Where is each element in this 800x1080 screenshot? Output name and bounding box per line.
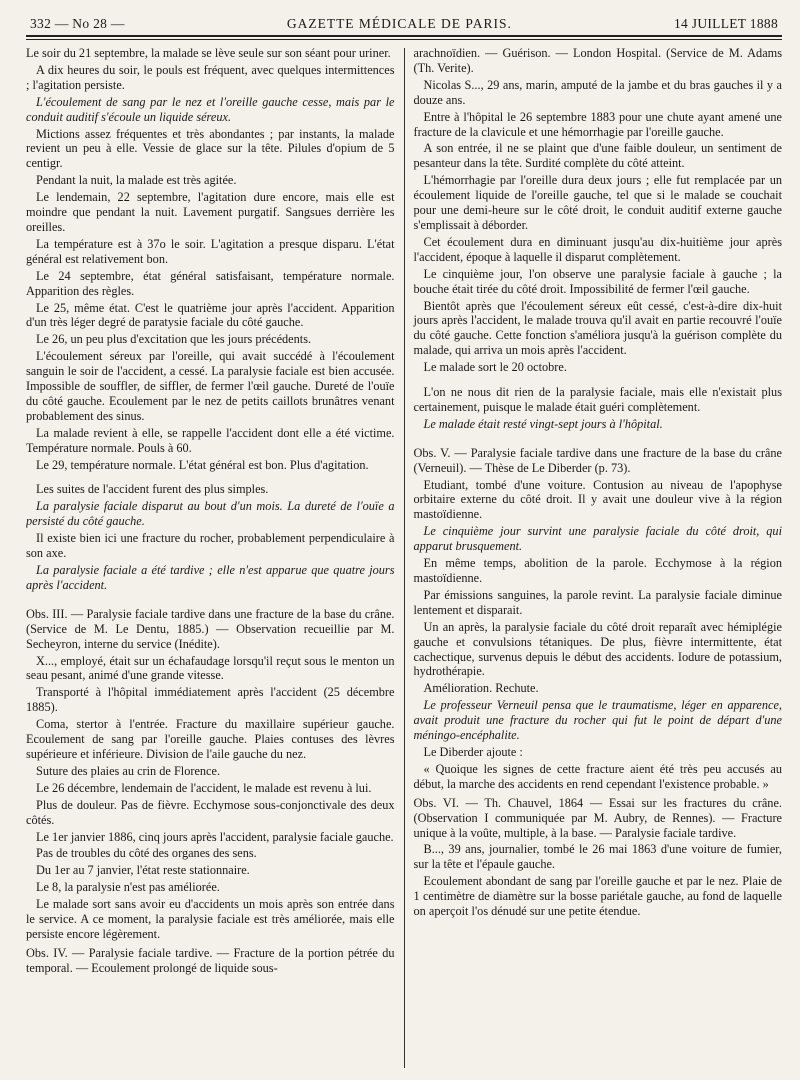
paragraph: Bientôt après que l'écoulement séreux eût cessé, c'est-à-dire dix-huit jours après l'accident, le malade trouva qu'il avait en partie recouvré l'ouïe du côté gauche. Cette fonction s'améliora jusqu'à la guérison complète du malade, qui arriva un mois après l'accident. [413,298,782,358]
paragraph: Amélioration. Rechute. [423,681,539,696]
paragraph: Le professeur Verneuil pensa que le traumatisme, léger en apparence, avait produit une fracture du rocher qui fut le point de départ d'une méningo-encéphalite. [413,698,782,743]
paragraph: L'on ne nous dit rien de la paralysie faciale, mais elle n'existait plus certainement, puisque le malade était guéri complètement. [413,385,782,414]
paragraph: En même temps, abolition de la parole. Ecchymose à la région mastoïdienne. [413,556,782,585]
paragraph: Coma, stertor à l'entrée. Fracture du maxillaire supérieur gauche. Ecoulement de sang par l'oreille gauche. Plaies contuses des lèvres supérieure et inférieure. Division de l'aile gauche du nez. [26,717,395,761]
issue-date: 14 JUILLET 1888 [674,16,778,31]
paragraph: Du 1er au 7 janvier, l'état reste stationnaire. [36,863,250,878]
paragraph: Le cinquième jour, l'on observe une paralysie faciale à gauche ; la bouche était tirée du côté droit. Impossibilité de fermer l'œil gauche. [413,266,782,296]
page-number: 332 — No 28 — [30,16,125,31]
paragraph: Pendant la nuit, la malade est très agitée. [36,173,237,188]
paragraph: Le lendemain, 22 septembre, l'agitation dure encore, mais elle est moindre que pendant la nuit. Lavement purgatif. Sangsues derrière les oreilles. [26,190,395,234]
journal-title: GAZETTE MÉDICALE DE PARIS. [286,16,512,31]
paragraph: L'écoulement de sang par le nez et l'oreille gauche cesse, mais par le conduit auditif s'écoule un liquide séreux. [26,94,395,124]
paragraph: Plus de douleur. Pas de fièvre. Ecchymose sous-conjonctivale des deux côtés. [26,797,395,827]
paragraph: Etudiant, tombé d'une voiture. Contusion au niveau de l'apophyse orbitaire externe du côté droit. Il y avait une douleur vive à la région mastoïdienne. [413,477,782,522]
paragraph: Le 26 décembre, lendemain de l'accident, le malade est revenu à lui. [36,780,372,795]
quotation: « Quoique les signes de cette fracture aient été très peu accusés au début, la marche des accidents en rend cependant l'existence probable. » [413,761,782,791]
paragraph: La malade revient à elle, se rappelle l'accident dont elle a été victime. Température normale. Pouls à 60. [26,425,395,455]
paragraph: Nicolas S..., 29 ans, marin, amputé de la jambe et du bras gauches il y a douze ans. [413,77,782,107]
page-header [26,16,782,35]
paragraph: Le Diberder ajoute : [423,744,523,759]
paragraph: Cet écoulement dura en diminuant jusqu'au dix-huitième jour après l'accident, époque à laquelle il disparut complètement. [413,234,782,264]
paragraph: Mictions assez fréquentes et très abondantes ; par instants, la malade revient un peu à elle. Vessie de glace sur la tête. Pilules d'opium de 5 centigr. [26,126,395,171]
observation-heading: Obs. V. — Paralysie faciale tardive dans une fracture de la base du crâne (Verneuil). — Thèse de Le Diberder (p. 73). [413,445,782,475]
paragraph: Entre à l'hôpital le 26 septembre 1883 pour une chute ayant amené une fracture de la clavicule et une hémorrhagie par l'oreille gauche. [413,109,782,139]
paragraph: Le 24 septembre, état général satisfaisant, température normale. Apparition des règles. [26,268,395,298]
observation-heading: Obs. VI. — Th. Chauvel, 1864 — Essai sur les fractures du crâne. (Observation I communiquée par M. Aubry, de Rennes). — Fracture unique à la voûte, multiple, à la base. — Paralysie faciale tardive. [413,795,782,840]
left-column [26,46,404,1068]
paragraph: Un an après, la paralysie faciale du côté droit reparaît avec hémiplégie gauche et convulsions tétaniques. De plus, fièvre intermittente, état cachectique, survenus depuis le début des accidents. Iodure de potassium, hydrothérapie. [413,619,782,679]
paragraph: Le 8, la paralysie n'est pas améliorée. [36,880,220,895]
paragraph: A son entrée, il ne se plaint que d'une faible douleur, un sentiment de pesanteur dans la tête. Surdité complète du côté atteint. [413,141,782,171]
paragraph: Le soir du 21 septembre, la malade se lève seule sur son séant pour uriner. [26,46,391,60]
header-rule [26,35,782,37]
paragraph: Transporté à l'hôpital immédiatement après l'accident (25 décembre 1885). [26,685,395,715]
paragraph: Le 1er janvier 1886, cinq jours après l'accident, paralysie faciale gauche. [36,829,394,844]
paragraph: Le malade était resté vingt-sept jours à l'hôpital. [423,416,663,431]
observation-heading: Obs. IV. — Paralysie faciale tardive. — Fracture de la portion pétrée du temporal. — Ecoulement prolongé de liquide sous- [26,945,395,975]
observation-heading: Obs. III. — Paralysie faciale tardive dans une fracture de la base du crâne. (Service de M. Le Dentu, 1885.) — Observation recueillie par M. Secheyron, interne du service (Inédite). [26,606,395,651]
text-columns [26,46,782,1068]
paragraph: La paralysie faciale a été tardive ; elle n'est apparue que quatre jours après l'accident. [26,563,395,592]
paragraph: Par émissions sanguines, la parole revint. La paralysie faciale diminue lentement et disparait. [413,587,782,617]
header-rule-thin [26,39,782,40]
paragraph: B..., 39 ans, journalier, tombé le 26 mai 1863 d'une voiture de fumier, sur la tête et l'épaule gauche. [413,842,782,872]
paragraph: Il existe bien ici une fracture du rocher, probablement perpendiculaire à son axe. [26,531,395,561]
paragraph: arachnoïdien. — Guérison. — London Hospital. (Service de M. Adams (Th. Verite). [413,46,782,75]
paragraph: Les suites de l'accident furent des plus simples. [36,482,269,497]
paragraph: L'écoulement séreux par l'oreille, qui avait succédé à l'écoulement sanguin le soir de l'accident, a cessé. La paralysie faciale est bien accusée. Impossible de souffler, de siffler, de fermer l'œil gauche. Dureté de l'ouïe du côté gauche. Ecoulement par le nez de petits caillots brunâtres venant probablement des sinus. [26,349,395,423]
paragraph: A dix heures du soir, le pouls est fréquent, avec quelques intermittences ; l'agitation persiste. [26,62,395,92]
paragraph: Le malade sort sans avoir eu d'accidents un mois après son entrée dans le service. A ce moment, la paralysie faciale est très améliorée, mais elle persiste encore légèrement. [26,897,395,941]
paragraph: Le 25, même état. C'est le quatrième jour après l'accident. Apparition d'un très léger degré de paratysie faciale du côté gauche. [26,300,395,330]
paragraph: La paralysie faciale disparut au bout d'un mois. La dureté de l'ouïe a persisté du côté gauche. [26,499,395,529]
paragraph: Pas de troubles du côté des organes des sens. [36,846,257,861]
paragraph: Le malade sort le 20 octobre. [423,360,567,375]
paragraph: X..., employé, était sur un échafaudage lorsqu'il reçut sous le menton un seau pesant, animé d'une grande vitesse. [26,653,395,683]
paragraph: Le cinquième jour survint une paralysie faciale du côté droit, qui apparut brusquement. [413,524,782,554]
paragraph: L'hémorrhagie par l'oreille dura deux jours ; elle fut remplacée par un écoulement liquide de l'oreille gauche, tel que si le malade se couchait pour une demi-heure sur le côté droit, le conduit auditif externe gauche s'emplissait à déborder. [413,173,782,232]
paragraph: Suture des plaies au crin de Florence. [36,763,221,778]
paragraph: Le 26, un peu plus d'excitation que les jours précédents. [36,332,312,347]
paragraph: Ecoulement abondant de sang par l'oreille gauche et par le nez. Plaie de 1 centimètre de diamètre sur la bosse pariétale gauche, au fond de laquelle on aperçoit l'os dénudé sur une petite étendue. [413,874,782,919]
paragraph: Le 29, température normale. L'état général est bon. Plus d'agitation. [36,457,369,472]
paragraph: La température est à 37o le soir. L'agitation a presque disparu. L'état général est relativement bon. [26,236,395,266]
right-column [405,46,783,1068]
